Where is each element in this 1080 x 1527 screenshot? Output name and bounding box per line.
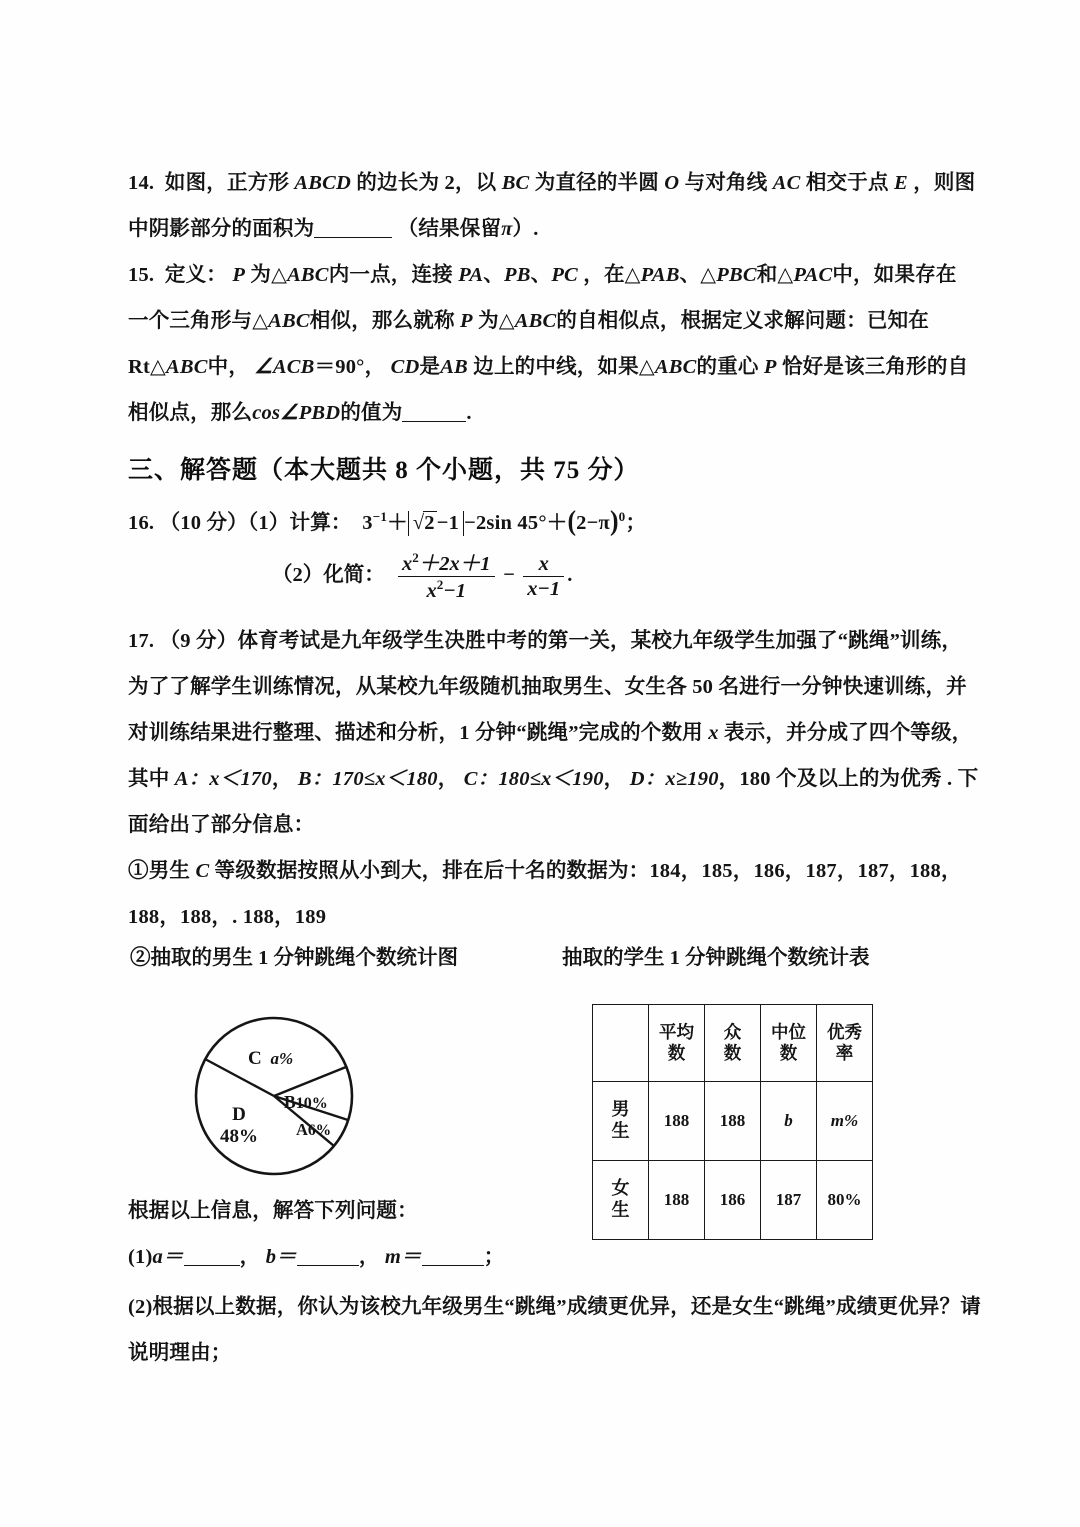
table-cell-male-median: b [761, 1082, 817, 1161]
pie-label-a-value: 6% [307, 1122, 332, 1139]
q15-triangle-abc-4: ABC [166, 356, 208, 378]
q17-answer-label-a: a＝ [152, 1246, 184, 1268]
table-header-median: 中位 数 [761, 1005, 817, 1082]
q15-text-n: 中， [207, 356, 250, 378]
q15-text-d: 、 [483, 264, 504, 286]
q15-text-l: 为△ [478, 310, 515, 332]
table-header-mean: 平均 数 [649, 1005, 705, 1082]
q17-sub2-line-2: 说明理由； [128, 1342, 232, 1364]
q15-point-p-2: P [460, 310, 473, 332]
pie-chart-svg [186, 1008, 366, 1186]
pie-label-b-letter: B [284, 1092, 296, 1112]
q17-answer-blank-b[interactable] [297, 1265, 359, 1266]
q14-text-b: 的边长为 2，以 [356, 172, 497, 194]
pie-label-a-letter: A [296, 1120, 308, 1139]
q16-part1-label: （1）计算： [247, 511, 352, 534]
question-16 [128, 498, 960, 542]
q14-diagonal-ac: AC [772, 172, 801, 194]
q15-triangle-abc-2: ABC [268, 310, 310, 332]
q17-grade-a: A [174, 768, 189, 790]
q17-item1-data-2: 188，188，. 188，189 [128, 906, 327, 928]
question-17-sub-1 [128, 1234, 588, 1280]
q16-period: . [567, 564, 573, 587]
table-cell-male-mode: 188 [705, 1082, 761, 1161]
question-17-item1-line-1 [128, 848, 960, 894]
q15-text-h: 和△ [756, 264, 794, 286]
question-14 [128, 160, 976, 252]
q14-square-abcd: ABCD [294, 172, 352, 194]
q17-sub1-semicolon: ； [483, 1246, 505, 1268]
table-cell-female-median: 187 [761, 1161, 817, 1240]
q15-segment-cd: CD [390, 356, 420, 378]
question-17-prompt [128, 1188, 548, 1234]
q15-text-a: 定义： [164, 264, 227, 286]
table-row [593, 1161, 873, 1240]
question-16-number: 16. [128, 511, 155, 534]
q17-variable-x: x [708, 722, 719, 744]
question-17-marks: （9 分） [159, 630, 238, 652]
q15-triangle-abc-5: ABC [654, 356, 697, 378]
q16-part2-label: （2）化简： [272, 564, 385, 587]
q15-triangle-pab: PAB [640, 264, 680, 286]
pie-slice-label-d [216, 1104, 262, 1148]
q15-text-i: 中，如果存在 [832, 264, 957, 286]
q14-text-e: 相交于点 [805, 172, 889, 194]
q15-triangle-pac: PAC [793, 264, 833, 286]
q17-sub1-prefix: (1) [128, 1246, 153, 1268]
q15-angle-acb: ∠ACB [254, 356, 315, 378]
question-17-line-1 [128, 618, 963, 664]
pie-label-d-letter: D [232, 1104, 246, 1125]
q17-text-line-5: 面给出了部分信息： [128, 814, 315, 836]
q15-segment-pb: PB [504, 264, 531, 286]
table-row-label-female: 女 生 [593, 1161, 649, 1240]
table-row-label-male: 男 生 [593, 1082, 649, 1161]
q16-absolute-value [408, 511, 464, 537]
q15-text-j: 一个三角形与△ [128, 310, 269, 332]
q14-pi-symbol: π [501, 218, 513, 240]
q16-exponent-neg1: −1 [372, 509, 388, 524]
q17-grade-c: C [463, 768, 478, 790]
q17-text-line-4a: 其中 [128, 768, 170, 790]
q14-text-g: 中阴影部分的面积为 [128, 218, 315, 240]
question-17-line-2 [128, 664, 967, 710]
pie-slice-label-a [296, 1120, 331, 1140]
q16-radicand-2: 2 [424, 511, 435, 534]
q16-minus-one: −1 [436, 511, 460, 534]
q17-text-line-1: 体育考试是九年级学生决胜中考的第一关，某校九年级学生加强了“跳绳”训练， [237, 630, 963, 652]
question-15-number: 15. [128, 264, 155, 286]
pie-label-c-value: a% [270, 1049, 294, 1068]
question-16-line-1 [128, 498, 960, 542]
question-17-item1-line-2 [128, 894, 960, 940]
q16-fraction-2 [523, 552, 564, 601]
table-corner-cell [593, 1005, 649, 1082]
question-16-marks: （10 分） [159, 511, 248, 534]
q15-point-p: P [232, 264, 246, 286]
q17-grade-a-condition: ：x＜170 [188, 768, 272, 790]
stat-table-caption: 抽取的学生 1 分钟跳绳个数统计表 [562, 947, 870, 969]
statistics-table [592, 1004, 873, 1240]
table-header-excellent-rate: 优秀 率 [817, 1005, 873, 1082]
q16-semicolon: ； [625, 511, 647, 534]
q15-answer-blank[interactable] [402, 421, 466, 422]
q16-fraction-1-denominator: $x^2-1$ [398, 576, 495, 603]
q15-segment-ab: AB [440, 356, 468, 378]
question-15-line-2 [128, 298, 960, 344]
q17-answer-label-m: m＝ [384, 1246, 422, 1268]
q15-segment-pa: PA [458, 264, 484, 286]
q15-text-o: ， [364, 356, 386, 378]
q17-grade-b-condition: ：170≤x＜180 [311, 768, 438, 790]
q15-cos-expression: cos∠PBD [252, 402, 341, 424]
q15-text-e: 、 [530, 264, 552, 286]
q17-item1-prefix: ①男生 [128, 860, 191, 882]
table-cell-female-mean: 188 [649, 1161, 705, 1240]
q14-circle-o: O [664, 172, 680, 194]
q14-answer-blank[interactable] [314, 237, 392, 238]
q17-item1-grade-c: C [195, 860, 210, 882]
q15-text-k: 相似，那么就称 [309, 310, 455, 332]
question-17-line-3 [128, 710, 973, 756]
table-cell-male-mean: 188 [649, 1082, 705, 1161]
q17-sub2-line-1: (2)根据以上数据，你认为该校九年级男生“跳绳”成绩更优异，还是女生“跳绳”成绩更优异？请 [128, 1296, 981, 1318]
q15-text-t: 相似点，那么 [128, 402, 253, 424]
q16-fraction-1 [398, 550, 495, 603]
q17-text-line-2: 为了了解学生训练情况，从某校九年级随机抽取男生、女生各 50 名进行一分钟快速训练，并 [128, 676, 967, 698]
question-14-line-2 [128, 206, 960, 252]
q16-paren-content: 2−π [576, 511, 610, 534]
pie-label-c-letter: C [248, 1048, 262, 1069]
q17-prompt-text: 根据以上信息，解答下列问题： [128, 1200, 418, 1222]
q15-text-b: 为△ [250, 264, 288, 286]
q16-fraction-2-numerator: x [538, 552, 549, 575]
q15-text-c: 内一点，连接 [328, 264, 453, 286]
q14-text-a: 如图，正方形 [164, 172, 290, 194]
question-17 [128, 618, 979, 940]
q15-text-m: 的自相似点，根据定义求解问题：已知在 [556, 310, 929, 332]
q15-text-s: 恰好是该三角形的自 [781, 356, 969, 378]
q17-answer-blank-a[interactable] [184, 1265, 240, 1266]
q16-plus-1: ＋ [387, 511, 408, 534]
table-row [593, 1082, 873, 1161]
section-3-heading: 三、解答题（本大题共 8 个小题，共 75 分） [128, 457, 640, 484]
q15-triangle-abc-3: ABC [514, 310, 557, 332]
q17-text-line-4b: ，180 个及以上的为优秀 . 下 [718, 768, 979, 790]
q16-sqrt-symbol: √ [412, 511, 425, 534]
question-17-line-4: 其中 A：x＜170， B：170≤x＜180， C：180≤x＜190， D：x≥190，180 个及以上的为优秀 . 下 [128, 768, 979, 790]
q17-item1-data: 等级数据按照从小到大，排在后十名的数据为：184，185，186，187，187，188， [214, 860, 962, 882]
table-cell-male-excellent-rate: m% [817, 1082, 873, 1161]
question-17-line-5 [128, 802, 960, 848]
q15-segment-pc: PC [551, 264, 578, 286]
pie-slice-label-b [284, 1092, 328, 1113]
q14-text-c: 为直径的半圆 [534, 172, 659, 194]
q16-expression [362, 504, 626, 537]
q17-sub1-line: (1)a＝ ， b＝ ， m＝ ； [128, 1246, 505, 1268]
question-14-line-1 [128, 160, 976, 206]
pie-label-b-value: 10% [295, 1095, 328, 1112]
q15-text-p: 是 [419, 356, 441, 378]
q15-triangle-pbc: PBC [716, 264, 757, 286]
question-15-line-3 [128, 344, 969, 390]
q16-fraction-1-numerator: $x^2+2x+1$ [402, 550, 491, 575]
q15-text-q: 边上的中线，如果△ [473, 356, 655, 378]
table-header-mode: 众 数 [705, 1005, 761, 1082]
q15-rt-prefix: Rt△ [128, 356, 166, 378]
table-header-row [593, 1005, 873, 1082]
table-cell-female-excellent-rate: 80% [817, 1161, 873, 1240]
pie-chart-caption: ②抽取的男生 1 分钟跳绳个数统计图 [130, 947, 458, 969]
q16-open-paren: ( [567, 504, 577, 537]
q17-answer-blank-m[interactable] [422, 1265, 484, 1266]
q14-text-h: （结果保留 [397, 218, 502, 240]
q14-text-d: 与对角线 [684, 172, 768, 194]
q15-text-r: 的重心 [696, 356, 759, 378]
q15-point-p-3: P [763, 356, 777, 378]
q16-exponent-zero: 0 [618, 509, 626, 524]
question-16-part-2 [272, 550, 572, 603]
q17-grade-b: B [297, 768, 312, 790]
q14-text-f: ，则图 [913, 172, 976, 194]
q15-text-u: 的值为 [340, 402, 403, 424]
question-17-number: 17. [128, 630, 155, 652]
q14-point-e: E [894, 172, 908, 194]
q17-grade-c-condition: ：180≤x＜190 [477, 768, 604, 790]
q15-text-v: . [466, 402, 472, 424]
table-cell-female-mode: 186 [705, 1161, 761, 1240]
q15-angle-value: ＝90° [314, 356, 365, 378]
q17-grade-d: D [629, 768, 645, 790]
pie-chart [186, 1008, 366, 1186]
q15-text-f: ，在△ [583, 264, 641, 286]
question-17-sub-2 [128, 1284, 981, 1376]
pie-label-d-value: 48% [220, 1126, 258, 1147]
q15-triangle-abc: ABC [287, 264, 329, 286]
q14-segment-bc: BC [501, 172, 530, 194]
q15-text-g: 、△ [679, 264, 717, 286]
q16-fraction-2-denominator: x−1 [523, 576, 564, 601]
question-15-line-4 [128, 390, 960, 436]
question-15 [128, 252, 969, 436]
pie-slice-label-c [248, 1048, 293, 1070]
q16-close-paren: ) [609, 504, 619, 537]
q16-base-3: 3 [362, 511, 373, 534]
q17-grade-d-condition: ：x≥190 [644, 768, 719, 790]
q17-text-line-3a: 对训练结果进行整理、描述和分析，1 分钟“跳绳”完成的个数用 [128, 722, 703, 744]
question-14-number: 14. [128, 172, 155, 194]
q17-text-line-3b: 表示，并分成了四个等级， [723, 722, 973, 744]
q16-minus-sign: − [502, 564, 516, 587]
q17-answer-label-b: b＝ [265, 1246, 297, 1268]
question-15-line-1 [128, 252, 960, 298]
q16-sin-term: −2sin 45°＋ [464, 511, 568, 534]
q14-text-i: ）. [512, 218, 539, 240]
